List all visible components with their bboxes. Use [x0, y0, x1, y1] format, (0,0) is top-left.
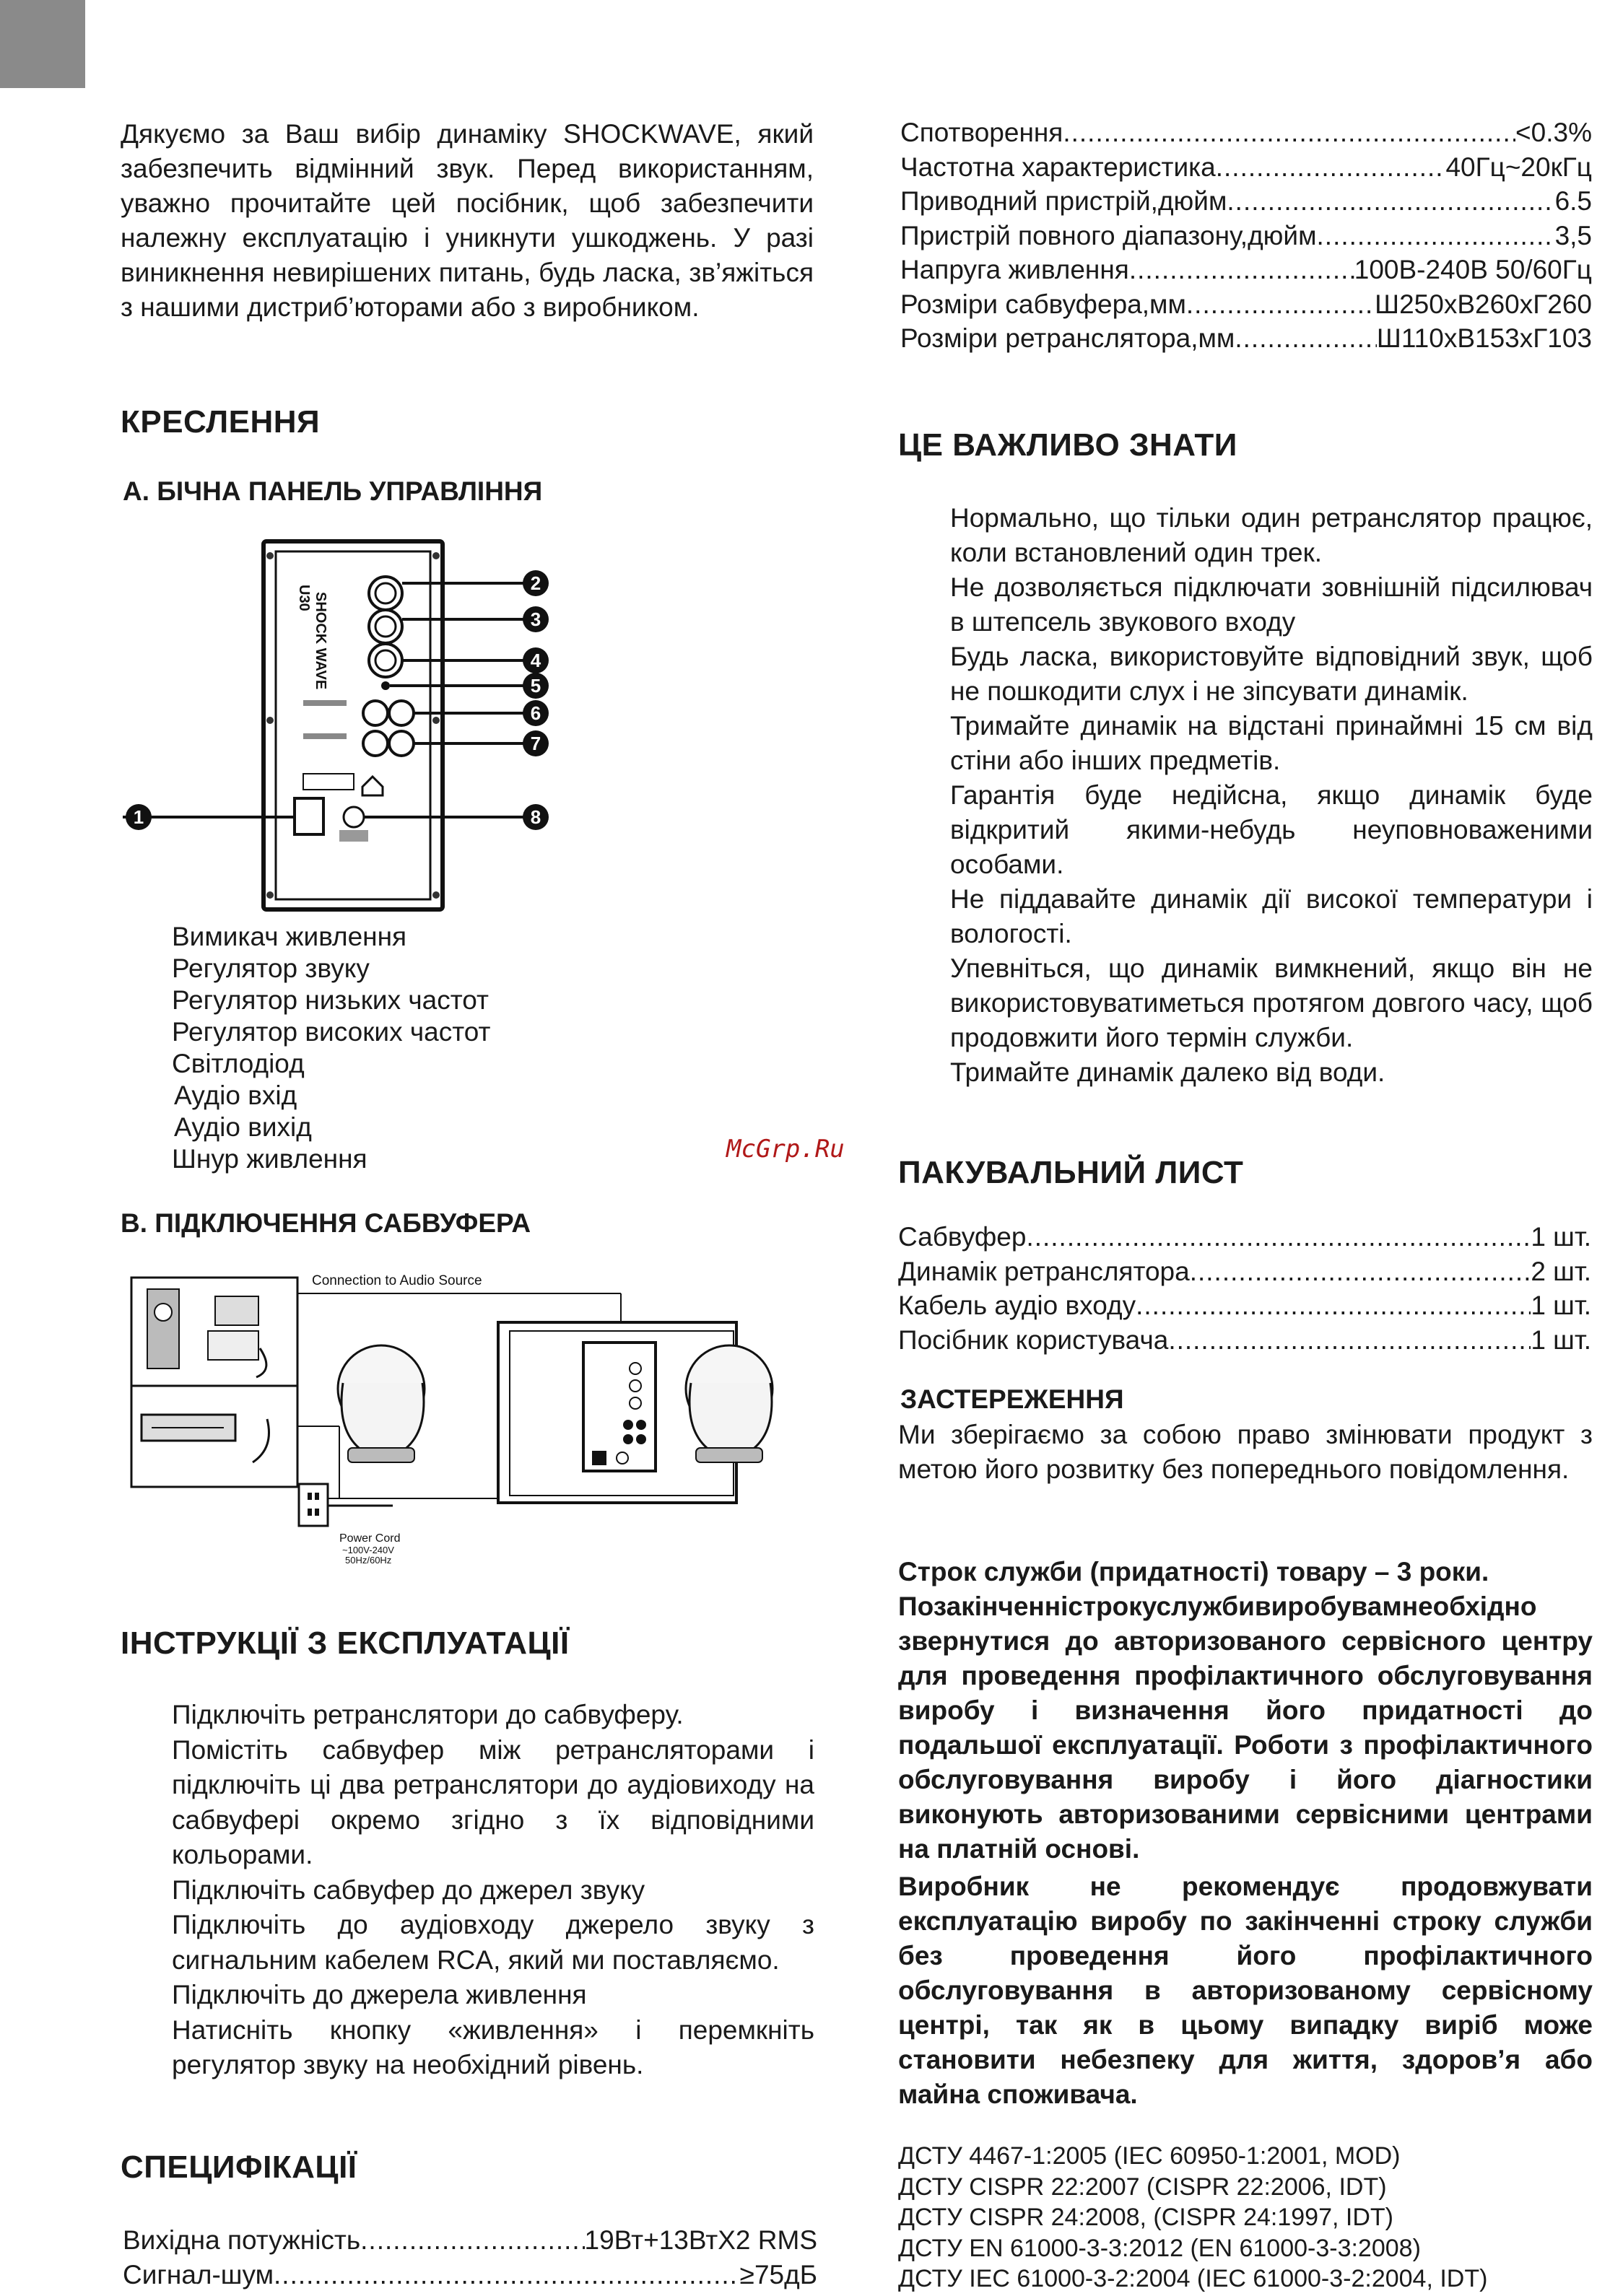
callout-8: 8: [530, 806, 541, 828]
packing-label: Кабель аудіо входу: [898, 1291, 1136, 1320]
packing-value: 2 шт.: [1531, 1256, 1591, 1286]
subwoofer-connection-subtitle: В. ПІДКЛЮЧЕННЯ САБВУФЕРА: [121, 1208, 531, 1238]
spec-value: <0.3%: [1515, 118, 1592, 147]
spec-label: Сигнал-шум: [123, 2259, 274, 2290]
left-satellite-speaker: [338, 1345, 425, 1462]
important-item: Тримайте динамік на відстані принаймні 15 см від стіни або інших предметів.: [950, 711, 1593, 775]
spec-label: Розміри сабвуфера,мм: [900, 289, 1186, 319]
instructions-list: [172, 1698, 814, 2083]
spec-label: Приводний пристрій,дюйм: [900, 186, 1227, 216]
packing-row: [898, 1323, 1591, 1358]
instruction-item: Підключіть ретранслятори до сабвуферу.: [172, 1700, 684, 1729]
specs-title: СПЕЦИФІКАЦІЇ: [121, 2149, 357, 2185]
important-item: Не дозволяється підключати зовнішній підсилювач в штепсель звукового входу: [950, 572, 1593, 637]
important-item: Тримайте динамік далеко від води.: [950, 1057, 1385, 1087]
callout-4: 4: [530, 650, 541, 671]
warnings-text: Ми зберігаємо за собою право змінювати продукт з метою його розвитку без попереднього повідомлення.: [898, 1420, 1593, 1484]
spec-label: Вихідна потужність: [123, 2225, 361, 2255]
instruction-item: Підключіть сабвуфер до джерел звуку: [172, 1874, 645, 1905]
callout-2: 2: [530, 572, 541, 594]
spec-row: [900, 219, 1592, 253]
standards-list: [898, 2141, 1487, 2295]
packing-value: 1 шт.: [1531, 1222, 1591, 1252]
important-item: Будь ласка, використовуйте відповідний звук, щоб не пошкодити слух і не зіпсувати динамік.: [950, 642, 1593, 706]
important-item: Не піддавайте динамік дії високої температури і вологості.: [950, 884, 1593, 948]
spec-row: [900, 184, 1592, 219]
instruction-item: Помістіть сабвуфер між ретрансляторами і підключіть ці два ретранслятори до аудіовиходу на сабвуфері окремо згідно з їх відповідними кольорами.: [172, 1734, 814, 1869]
packing-row: [898, 1220, 1591, 1254]
instruction-item: Підключіть до аудіовходу джерело звуку з сигнальним кабелем RCA, який ми поставляємо.: [172, 1910, 814, 1975]
spec-value: ≥75дБ: [739, 2259, 817, 2290]
spec-value: 19Вт+13ВтX2 RMS: [584, 2225, 817, 2255]
standard-item: ДСТУ IEC 61000-3-2:2004 (IEC 61000-3-2:2004, IDT): [898, 2265, 1488, 2292]
spec-label: Напруга живлення: [900, 255, 1129, 284]
instruction-item: Підключіть до джерела живлення: [172, 1980, 587, 2009]
packing-value: 1 шт.: [1531, 1324, 1591, 1355]
important-item: Нормально, що тільки один ретранслятор працює, коли встановлений один трек.: [950, 503, 1593, 567]
drawings-title: КРЕСЛЕННЯ: [121, 404, 321, 440]
specs-table-right: [900, 115, 1592, 356]
spec-row: [900, 321, 1592, 356]
packing-row: [898, 1254, 1591, 1289]
service-life-title: Строк служби (придатності) товару – 3 роки.: [898, 1557, 1489, 1586]
spec-label: Пристрій повного діапазону,дюйм: [900, 220, 1317, 250]
panel-brand-text: SHOCK WAVE: [313, 592, 328, 690]
spec-label: Розміри ретранслятора,мм: [900, 323, 1235, 353]
callout-5: 5: [530, 675, 541, 697]
callout-6: 6: [530, 702, 541, 724]
packing-table: [898, 1220, 1591, 1357]
voltage-label: ~100V-240V: [342, 1545, 394, 1555]
spec-label: Спотворення: [900, 118, 1063, 147]
instructions-title: ІНСТРУКЦІЇ З ЕКСПЛУАТАЦІЇ: [121, 1625, 570, 1661]
standard-item: ДСТУ 4467-1:2005 (IEC 60950-1:2001, MOD): [898, 2142, 1401, 2170]
wall-outlet: [299, 1484, 393, 1526]
spec-row: [900, 287, 1592, 322]
led-indicator: [381, 681, 390, 690]
legend-item: Шнур живлення: [172, 1144, 367, 1174]
service-paragraph-2: Виробник не рекомендує продовжувати експлуатацію виробу по закінченні строку служби без проведення його профілактичного обслуговування в авторизованому сервісному центрі, так як в цьому випадку виріб може становити небезпеку для життя, здоров’я або майна споживача.: [898, 1872, 1593, 2109]
callout-1: 1: [133, 806, 144, 828]
important-title: ЦЕ ВАЖЛИВО ЗНАТИ: [898, 427, 1237, 463]
spec-value: 6.5: [1554, 186, 1592, 216]
callout-7: 7: [530, 733, 541, 754]
legend-item: Аудіо вихід: [174, 1112, 312, 1142]
spec-row: [123, 2258, 817, 2292]
legend-item: Вимикач живлення: [172, 922, 407, 951]
important-item: Гарантія буде недійсна, якщо динамік буде відкритий якими-небудь неуповноваженими особами.: [950, 780, 1593, 879]
packing-label: Сабвуфер: [898, 1222, 1027, 1252]
legend-item: Регулятор низьких частот: [172, 985, 489, 1015]
spec-value: Ш110хВ153хГ103: [1376, 323, 1592, 353]
spec-row: [123, 2223, 817, 2258]
instruction-item: Натисніть кнопку «живлення» і перемкніть регулятор звуку на необхідний рівень.: [172, 2015, 814, 2079]
spec-row: [900, 115, 1592, 150]
intro-paragraph: Дякуємо за Ваш вибір динаміку SHOCKWAVE, який забезпечить відмінний звук. Перед використанням, уважно прочитайте цей посібник, щоб забезпечити належну експлуатацію і уникнути ушкоджень. У разі виникнення невирішених питань, будь ласка, зв’яжіться з нашими дистриб’юторами або з виробником.: [121, 119, 814, 322]
spec-value: 3,5: [1554, 220, 1592, 250]
spec-value: 40Гц~20кГц: [1445, 152, 1592, 182]
legend-item: Аудіо вхід: [174, 1081, 297, 1110]
spec-row: [900, 150, 1592, 185]
packing-value: 1 шт.: [1531, 1291, 1591, 1320]
connection-diagram: [123, 1267, 816, 1578]
connection-label: Connection to Audio Source: [312, 1273, 482, 1288]
spec-row: [900, 253, 1592, 287]
panel-model-text: U30: [296, 585, 312, 611]
spec-label: Частотна характеристика: [900, 152, 1216, 182]
legend-item: Світлодіод: [172, 1049, 305, 1078]
specs-table-left: [123, 2223, 817, 2292]
legend-item: Регулятор високих частот: [172, 1017, 491, 1047]
legend-item: Регулятор звуку: [172, 953, 370, 983]
standard-item: ДСТУ EN 61000-3-3:2012 (EN 61000-3-3:2008): [898, 2234, 1421, 2262]
spec-value: 100В-240В 50/60Гц: [1354, 255, 1592, 284]
spec-value: Ш250хВ260хГ260: [1375, 289, 1592, 319]
packing-label: Посібник користувача: [898, 1324, 1169, 1355]
warnings-title: ЗАСТЕРЕЖЕННЯ: [900, 1384, 1124, 1414]
standard-item: ДСТУ CISPR 22:2007 (CISPR 22:2006, IDT): [898, 2173, 1387, 2201]
service-paragraph-1: Позакінченністрокуслужбивиробувамнеобхідно звернутися до авторизованого сервісного центру для проведення профілактичного обслуговування виробу і визначення його придатності до подальшої експлуатації. Роботи з профілактичного обслуговування виробу і його діагностики виконують авторизованими сервісними центрами на платній основі.: [898, 1592, 1593, 1864]
side-panel-diagram: [123, 534, 585, 917]
callout-3: 3: [530, 608, 541, 630]
watermark-text: McGrp.Ru: [726, 1135, 845, 1164]
power-cord-label: Power Cord: [339, 1532, 401, 1545]
panel-legend: [172, 921, 490, 1175]
page-corner-tab: [0, 0, 85, 88]
packing-row: [898, 1288, 1591, 1323]
important-list: [950, 501, 1593, 1090]
packing-label: Динамік ретранслятора: [898, 1256, 1190, 1286]
important-item: Упевніться, що динамік вимкнений, якщо він не використовуватиметься протягом довгого часу, щоб продовжити його термін служби.: [950, 953, 1593, 1052]
panel-subtitle: А. БІЧНА ПАНЕЛЬ УПРАВЛІННЯ: [123, 476, 543, 506]
standard-item: ДСТУ CISPR 24:2008, (CISPR 24:1997, IDT): [898, 2204, 1393, 2231]
frequency-label: 50Hz/60Hz: [345, 1555, 392, 1566]
packing-title: ПАКУВАЛЬНИЙ ЛИСТ: [898, 1155, 1244, 1190]
